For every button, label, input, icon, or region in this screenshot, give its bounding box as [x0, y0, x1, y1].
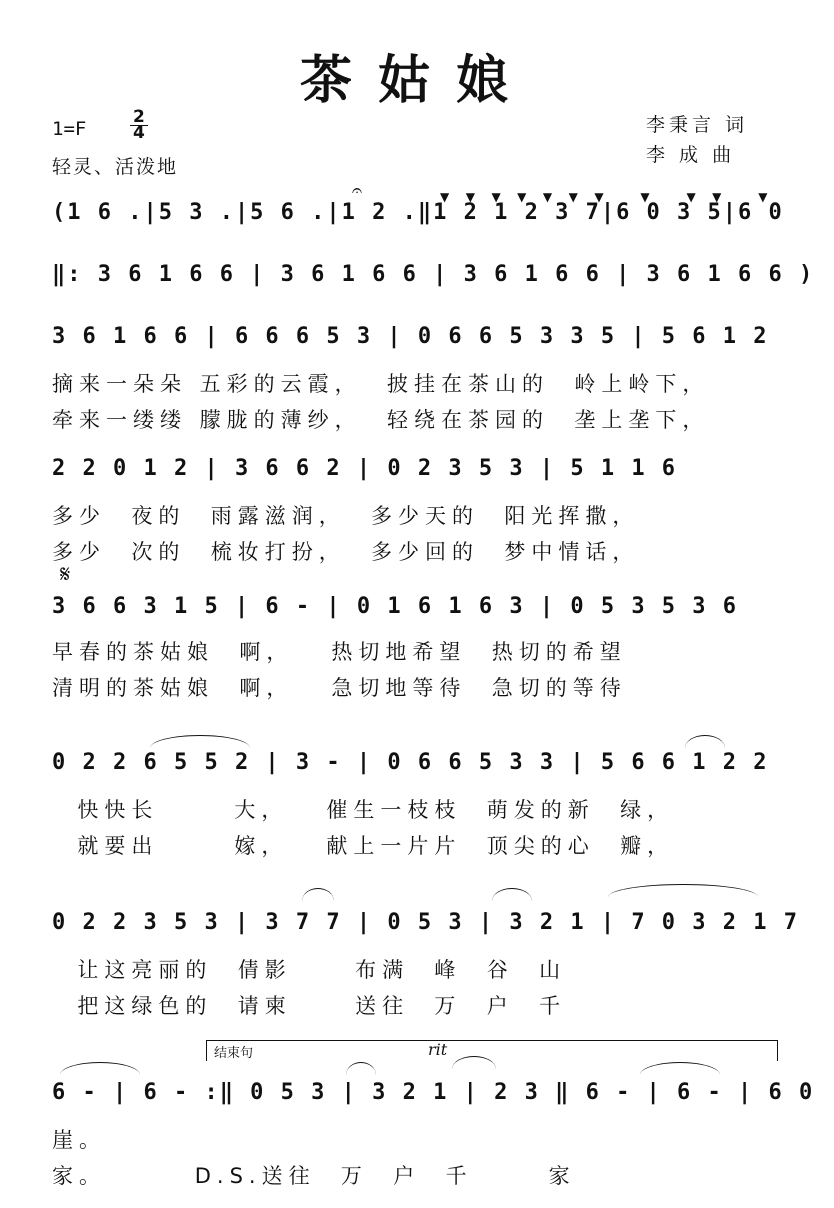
slur-mark: [685, 735, 725, 748]
notes-line-4: 2 2 0 1 2 | 3 6 6 2 | 0 2 3 5 3 | 5 1 1 6: [52, 456, 678, 481]
slur-mark: [346, 1062, 376, 1075]
lyrics-line-3-verse-2: 牵来一缕缕 朦胧的薄纱， 轻绕在茶园的 垄上垄下，: [52, 408, 710, 432]
score-line-8: [52, 1080, 815, 1120]
composer-credit: 李 成 曲: [646, 144, 736, 166]
time-sig-numerator: 2: [130, 110, 148, 126]
score-line-5: [52, 594, 782, 634]
song-title: 茶姑娘: [299, 51, 534, 111]
lyrics-line-8-verse-1: 崖。: [52, 1128, 106, 1152]
score-line-2: [52, 262, 815, 302]
lyrics-line-7-verse-2: 把这绿色的 请柬 送往 万 户 千: [52, 994, 567, 1018]
accent-marks: ▼▼▼▼▼▼▼ ▼ ▼▼ ▼: [440, 190, 784, 204]
score-line-3: [52, 324, 782, 364]
notes-line-2: ‖: 3 6 1 6 6 | 3 6 1 6 6 | 3 6 1 6 6 | 3 6 1 6 6 ): [52, 262, 815, 287]
notes-line-7: 0 2 2 3 5 3 | 3 7 7 | 0 5 3 | 3 2 1 | 7 0 3 2 1 7: [52, 910, 800, 935]
key-signature: 1=F: [52, 118, 87, 140]
notes-line-6: 0 2 2 6 5 5 2 | 3 - | 0 6 6 5 3 3 | 5 6 6 1 2 2: [52, 750, 769, 775]
lyrics-line-5-verse-2: 清明的茶姑娘 啊， 急切地等待 急切的等待: [52, 676, 627, 700]
tempo-marking: 轻灵、活泼地: [52, 156, 179, 178]
lyrics-line-3-verse-1: 摘来一朵朵 五彩的云霞， 披挂在茶山的 岭上岭下，: [52, 372, 710, 396]
score-line-7: [52, 910, 800, 950]
notes-line-3: 3 6 1 6 6 | 6 6 6 5 3 | 0 6 6 5 3 3 5 | 5 6 1 2: [52, 324, 769, 349]
notes-line-5: 3 6 6 3 1 5 | 6 - | 0 1 6 1 6 3 | 0 5 3 5 3 6: [52, 594, 739, 619]
ending-bracket: [206, 1040, 778, 1061]
slur-mark: [608, 884, 758, 897]
time-signature: [130, 107, 148, 143]
slur-mark: [492, 888, 532, 901]
slur-mark: [60, 1062, 140, 1075]
lyrics-line-8-verse-2: 家。 D.S.送往 万 户 千 家: [52, 1164, 576, 1188]
slur-mark: [150, 735, 250, 748]
time-sig-denominator: 4: [133, 123, 145, 143]
score-line-6: [52, 750, 782, 790]
slur-mark: [302, 888, 334, 901]
lyrics-line-4-verse-2: 多少 次的 梳妆打扮， 多少回的 梦中情话，: [52, 540, 640, 564]
slur-mark: [640, 1062, 720, 1075]
lyrics-line-7-verse-1: 让这亮丽的 倩影 布满 峰 谷 山: [52, 958, 567, 982]
ritardando-marking: rit: [428, 1040, 448, 1059]
score-line-4: [52, 456, 782, 496]
lyrics-line-5-verse-1: 早春的茶姑娘 啊， 热切地希望 热切的希望: [52, 640, 627, 664]
fermata-icon: 𝄐: [352, 180, 363, 201]
notes-line-1: (1 6 .|5 3 .|5 6 .|1 2 .‖1 2 1 2 3 7|6 0 3 5|6 0: [52, 200, 784, 225]
ending-label: 结束句: [214, 1046, 254, 1061]
lyricist-credit: 李秉言 词: [646, 114, 749, 136]
lyrics-line-4-verse-1: 多少 夜的 雨露滋润， 多少天的 阳光挥撒，: [52, 504, 640, 528]
lyrics-line-6-verse-1: 快快长 大， 催生一枝枝 萌发的新 绿，: [52, 798, 675, 822]
notes-line-8: 6 - | 6 - :‖ 0 5 3 | 3 2 1 | 2 3 ‖ 6 - | 6 - | 6 0: [52, 1080, 815, 1105]
credits: [646, 110, 748, 170]
segno-icon: 𝄋: [60, 560, 71, 588]
lyrics-line-6-verse-2: 就要出 嫁， 献上一片片 顶尖的心 瓣，: [52, 834, 675, 858]
score-line-1: [52, 200, 782, 240]
